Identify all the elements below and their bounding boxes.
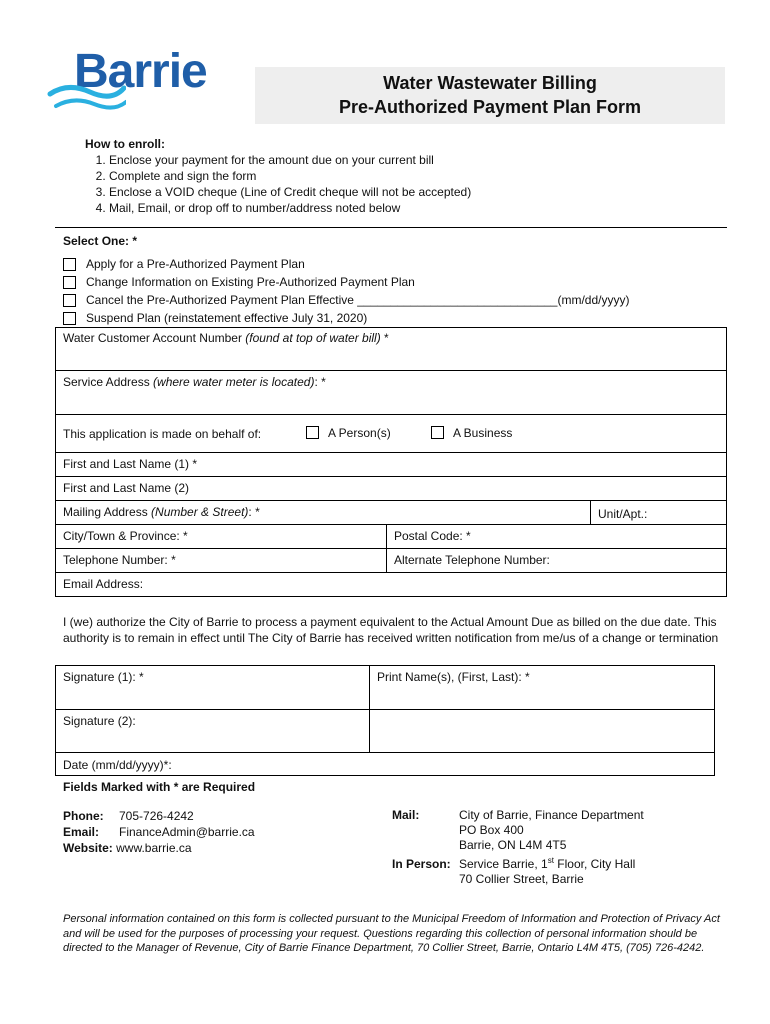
enroll-step: 2. Complete and sign the form bbox=[109, 168, 471, 184]
field-label: Mailing Address bbox=[63, 505, 152, 519]
phone-value: 705-726-4242 bbox=[119, 809, 194, 823]
signature-section bbox=[55, 665, 715, 776]
enroll-steps bbox=[85, 152, 471, 216]
form-title bbox=[255, 67, 725, 124]
signature1-field[interactable] bbox=[56, 666, 369, 709]
print-names-continued bbox=[369, 710, 714, 752]
mail-line: PO Box 400 bbox=[459, 823, 524, 837]
wave-icon bbox=[46, 80, 126, 120]
business-checkbox[interactable] bbox=[431, 426, 444, 439]
option-label: Cancel the Pre-Authorized Payment Plan Effective ______________________________(mm/dd/yyyy) bbox=[86, 293, 630, 307]
mail-label: Mail: bbox=[392, 808, 420, 822]
behalf-label: This application is made on behalf of: bbox=[63, 427, 262, 441]
option-label: A Business bbox=[453, 426, 513, 440]
title-line-1: Water Wastewater Billing bbox=[383, 73, 597, 93]
field-note: (Number & Street) bbox=[151, 505, 249, 519]
select-heading: Select One: * bbox=[63, 234, 138, 248]
customer-info-form bbox=[55, 327, 727, 597]
option-label: Suspend Plan (reinstatement effective July 31, 2020) bbox=[86, 311, 368, 325]
option-apply[interactable] bbox=[63, 257, 305, 271]
privacy-notice: Personal information contained on this form is collected pursuant to the Municipal Freedom of Information and Protection of Privacy Act and will be used for the purposes of processing your request. Questions regarding this collection of personal information should be directed to the Manager of Revenue, City of Barrie Finance Department, 70 Collier Street, Barrie, Ontario L4M 4T5, (705) 726-4242. bbox=[63, 913, 720, 954]
account-number-field[interactable] bbox=[56, 328, 726, 371]
logo-wordmark: Barrie bbox=[74, 45, 207, 98]
change-checkbox[interactable] bbox=[63, 276, 76, 289]
field-label: Signature (2): bbox=[63, 714, 136, 728]
email-link[interactable]: FinanceAdmin@barrie.ca bbox=[119, 825, 255, 839]
telephone-field[interactable] bbox=[56, 549, 386, 572]
enroll-step: 1. Enclose your payment for the amount due on your current bill bbox=[109, 152, 471, 168]
enroll-instructions bbox=[85, 136, 471, 216]
option-change[interactable] bbox=[63, 275, 415, 289]
field-label: First and Last Name (1) * bbox=[63, 457, 198, 471]
enroll-step: 3. Enclose a VOID cheque (Line of Credit cheque will not be accepted) bbox=[109, 184, 471, 200]
suspend-checkbox[interactable] bbox=[63, 312, 76, 325]
mail-line: Barrie, ON L4M 4T5 bbox=[459, 838, 567, 852]
postal-code-field[interactable] bbox=[386, 525, 726, 548]
option-label: Apply for a Pre-Authorized Payment Plan bbox=[86, 257, 305, 271]
email-label: Email: bbox=[63, 825, 100, 839]
field-note: (where water meter is located) bbox=[153, 375, 315, 389]
field-label: Service Address bbox=[63, 375, 154, 389]
divider bbox=[55, 227, 727, 228]
enroll-step: 4. Mail, Email, or drop off to number/address noted below bbox=[109, 200, 471, 216]
field-label: Water Customer Account Number bbox=[63, 331, 246, 345]
behalf-row bbox=[56, 415, 726, 453]
mail-line: City of Barrie, Finance Department bbox=[459, 808, 644, 822]
field-required: : * bbox=[248, 505, 260, 519]
field-label: City/Town & Province: * bbox=[63, 529, 188, 543]
city-row bbox=[56, 525, 726, 549]
city-field[interactable] bbox=[56, 525, 386, 548]
inperson-label: In Person: bbox=[392, 857, 451, 871]
option-label: Change Information on Existing Pre-Authorized Payment Plan bbox=[86, 275, 415, 289]
option-cancel[interactable] bbox=[63, 293, 629, 307]
field-label: Unit/Apt.: bbox=[598, 507, 648, 521]
signature1-row bbox=[56, 666, 714, 710]
unit-field[interactable] bbox=[590, 501, 726, 524]
required-note: Fields Marked with * are Required bbox=[63, 780, 256, 794]
behalf-person-option[interactable] bbox=[299, 415, 398, 452]
cancel-checkbox[interactable] bbox=[63, 294, 76, 307]
date-field[interactable] bbox=[56, 753, 714, 775]
phone-label: Phone: bbox=[63, 809, 104, 823]
field-label: Date (mm/dd/yyyy)*: bbox=[63, 758, 172, 772]
alt-telephone-field[interactable] bbox=[386, 549, 726, 572]
signature2-field[interactable] bbox=[56, 710, 369, 752]
signature2-row bbox=[56, 710, 714, 753]
person-checkbox[interactable] bbox=[306, 426, 319, 439]
service-address-field[interactable] bbox=[56, 371, 726, 415]
contact-info bbox=[63, 808, 255, 856]
behalf-business-option[interactable] bbox=[424, 415, 519, 452]
address-info bbox=[392, 808, 644, 887]
website-label: Website: bbox=[63, 841, 113, 855]
mailing-row bbox=[56, 501, 726, 525]
email-field[interactable] bbox=[56, 573, 726, 597]
inperson-line: 70 Collier Street, Barrie bbox=[459, 872, 584, 886]
field-label: Signature (1): * bbox=[63, 670, 144, 684]
field-label: Telephone Number: * bbox=[63, 553, 176, 567]
name1-field[interactable] bbox=[56, 453, 726, 477]
title-line-2: Pre-Authorized Payment Plan Form bbox=[338, 97, 642, 117]
authorization-text: I (we) authorize the City of Barrie to process a payment equivalent to the Actual Amount Due as billed on the due date. This authority is to remain in effect until The City of Barrie has received written notification from me/us of a change or termination bbox=[63, 615, 719, 645]
inperson-line: Service Barrie, 1st Floor, City Hall bbox=[459, 856, 636, 871]
mailing-address-field[interactable] bbox=[56, 501, 590, 524]
barrie-logo bbox=[46, 45, 231, 120]
option-suspend[interactable] bbox=[63, 311, 367, 325]
field-label: First and Last Name (2) bbox=[63, 481, 190, 495]
name2-field[interactable] bbox=[56, 477, 726, 501]
option-label: A Person(s) bbox=[328, 426, 391, 440]
field-note: (found at top of water bill) bbox=[245, 331, 381, 345]
apply-checkbox[interactable] bbox=[63, 258, 76, 271]
website-link[interactable]: www.barrie.ca bbox=[116, 841, 192, 855]
enroll-heading: How to enroll: bbox=[85, 137, 165, 151]
field-label: Print Name(s), (First, Last): * bbox=[377, 670, 530, 684]
field-label: Email Address: bbox=[63, 577, 144, 591]
field-required: * bbox=[380, 331, 389, 345]
field-label: Postal Code: * bbox=[394, 529, 471, 543]
field-required: : * bbox=[314, 375, 326, 389]
phone-row bbox=[56, 549, 726, 573]
field-label: Alternate Telephone Number: bbox=[394, 553, 550, 567]
